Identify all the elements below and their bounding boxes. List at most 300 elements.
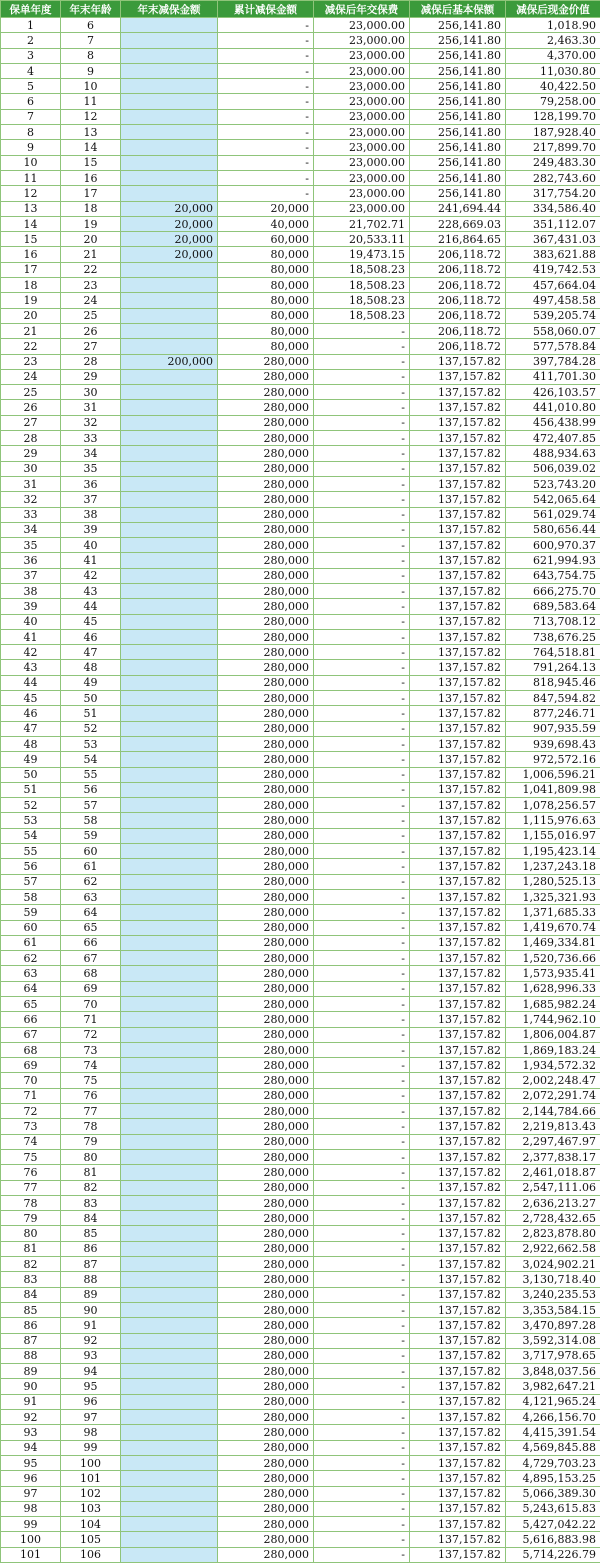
cell-annual-premium: - (314, 798, 410, 813)
cell-basic-sum-insured: 256,141.80 (410, 155, 506, 170)
cell-cumulative-reduction: 280,000 (218, 1348, 314, 1363)
cell-cash-value: 2,377,838.17 (506, 1149, 600, 1164)
cell-cumulative-reduction: 280,000 (218, 476, 314, 491)
cell-annual-premium: - (314, 415, 410, 430)
cell-cash-value: 441,010.80 (506, 400, 600, 415)
cell-basic-sum-insured: 137,157.82 (410, 1287, 506, 1302)
cell-policy-year: 91 (1, 1394, 61, 1409)
cell-age: 75 (61, 1073, 121, 1088)
cell-basic-sum-insured: 137,157.82 (410, 1471, 506, 1486)
cell-annual-premium: 18,508.23 (314, 308, 410, 323)
cell-age: 84 (61, 1211, 121, 1226)
cell-cumulative-reduction: 280,000 (218, 889, 314, 904)
cell-year-end-reduction (121, 522, 218, 537)
cell-year-end-reduction: 20,000 (121, 216, 218, 231)
cell-basic-sum-insured: 137,157.82 (410, 1302, 506, 1317)
cell-basic-sum-insured: 137,157.82 (410, 1104, 506, 1119)
cell-annual-premium: - (314, 920, 410, 935)
table-row (1, 278, 600, 293)
cell-policy-year: 67 (1, 1027, 61, 1042)
cell-cash-value: 1,934,572.32 (506, 1058, 600, 1073)
header-cash-value: 减保后现金价值 (506, 1, 600, 18)
cell-cumulative-reduction: - (218, 109, 314, 124)
cell-year-end-reduction (121, 461, 218, 476)
table-row (1, 1532, 600, 1547)
cell-basic-sum-insured: 137,157.82 (410, 1410, 506, 1425)
cell-cash-value: 1,237,243.18 (506, 859, 600, 874)
cell-cumulative-reduction: - (218, 79, 314, 94)
cell-year-end-reduction (121, 1532, 218, 1547)
cell-policy-year: 45 (1, 691, 61, 706)
cell-age: 51 (61, 706, 121, 721)
table-row (1, 629, 600, 644)
cell-cash-value: 643,754.75 (506, 568, 600, 583)
cell-annual-premium: - (314, 1364, 410, 1379)
cell-annual-premium: - (314, 889, 410, 904)
table-row (1, 79, 600, 94)
cell-policy-year: 84 (1, 1287, 61, 1302)
cell-cumulative-reduction: 280,000 (218, 446, 314, 461)
cell-age: 81 (61, 1165, 121, 1180)
cell-age: 52 (61, 721, 121, 736)
cell-cash-value: 2,219,813.43 (506, 1119, 600, 1134)
cell-policy-year: 60 (1, 920, 61, 935)
cell-year-end-reduction (121, 1165, 218, 1180)
cell-cash-value: 764,518.81 (506, 645, 600, 660)
cell-cash-value: 2,297,467.97 (506, 1134, 600, 1149)
cell-cumulative-reduction: 80,000 (218, 293, 314, 308)
header-policy-year: 保单年度 (1, 1, 61, 18)
table-row (1, 905, 600, 920)
cell-age: 57 (61, 798, 121, 813)
cell-annual-premium: - (314, 1104, 410, 1119)
cell-cumulative-reduction: 280,000 (218, 905, 314, 920)
cell-annual-premium: - (314, 629, 410, 644)
table-row (1, 553, 600, 568)
cell-cumulative-reduction: - (218, 186, 314, 201)
cell-policy-year: 69 (1, 1058, 61, 1073)
cell-cumulative-reduction: 40,000 (218, 216, 314, 231)
cell-annual-premium: - (314, 1501, 410, 1516)
cell-cumulative-reduction: 280,000 (218, 1027, 314, 1042)
cell-basic-sum-insured: 256,141.80 (410, 79, 506, 94)
cell-cash-value: 5,714,226.79 (506, 1547, 600, 1562)
cell-basic-sum-insured: 137,157.82 (410, 1455, 506, 1470)
cell-policy-year: 46 (1, 706, 61, 721)
cell-basic-sum-insured: 137,157.82 (410, 354, 506, 369)
cell-policy-year: 32 (1, 492, 61, 507)
cell-policy-year: 2 (1, 33, 61, 48)
cell-annual-premium: - (314, 492, 410, 507)
cell-policy-year: 80 (1, 1226, 61, 1241)
cell-annual-premium: - (314, 1195, 410, 1210)
cell-cash-value: 488,934.63 (506, 446, 600, 461)
cell-year-end-reduction (121, 844, 218, 859)
cell-basic-sum-insured: 216,864.65 (410, 232, 506, 247)
cell-annual-premium: 23,000.00 (314, 63, 410, 78)
cell-year-end-reduction (121, 828, 218, 843)
cell-cumulative-reduction: 280,000 (218, 385, 314, 400)
table-row (1, 1394, 600, 1409)
cell-policy-year: 85 (1, 1302, 61, 1317)
cell-annual-premium: - (314, 935, 410, 950)
cell-annual-premium: - (314, 966, 410, 981)
cell-cumulative-reduction: 280,000 (218, 1410, 314, 1425)
cell-cash-value: 1,041,809.98 (506, 782, 600, 797)
cell-year-end-reduction (121, 1180, 218, 1195)
cell-age: 35 (61, 461, 121, 476)
cell-year-end-reduction (121, 278, 218, 293)
cell-age: 102 (61, 1486, 121, 1501)
cell-year-end-reduction (121, 492, 218, 507)
cell-cash-value: 5,427,042.22 (506, 1517, 600, 1532)
table-row (1, 1027, 600, 1042)
cell-policy-year: 82 (1, 1257, 61, 1272)
cell-annual-premium: - (314, 400, 410, 415)
cell-cumulative-reduction: 280,000 (218, 859, 314, 874)
cell-cash-value: 713,708.12 (506, 614, 600, 629)
cell-age: 76 (61, 1088, 121, 1103)
cell-basic-sum-insured: 137,157.82 (410, 568, 506, 583)
table-row (1, 645, 600, 660)
cell-cumulative-reduction: 280,000 (218, 767, 314, 782)
cell-year-end-reduction (121, 400, 218, 415)
cell-policy-year: 13 (1, 201, 61, 216)
cell-policy-year: 22 (1, 339, 61, 354)
cell-cumulative-reduction: 280,000 (218, 721, 314, 736)
cell-basic-sum-insured: 137,157.82 (410, 752, 506, 767)
cell-policy-year: 6 (1, 94, 61, 109)
cell-cash-value: 456,438.99 (506, 415, 600, 430)
cell-cash-value: 577,578.84 (506, 339, 600, 354)
cell-policy-year: 4 (1, 63, 61, 78)
cell-policy-year: 21 (1, 323, 61, 338)
cell-cumulative-reduction: 280,000 (218, 1364, 314, 1379)
cell-annual-premium: - (314, 721, 410, 736)
cell-age: 104 (61, 1517, 121, 1532)
cell-basic-sum-insured: 206,118.72 (410, 339, 506, 354)
cell-basic-sum-insured: 137,157.82 (410, 1073, 506, 1088)
cell-age: 87 (61, 1257, 121, 1272)
cell-basic-sum-insured: 137,157.82 (410, 782, 506, 797)
cell-year-end-reduction: 20,000 (121, 232, 218, 247)
cell-policy-year: 53 (1, 813, 61, 828)
cell-cash-value: 1,006,596.21 (506, 767, 600, 782)
cell-annual-premium: - (314, 507, 410, 522)
cell-policy-year: 68 (1, 1042, 61, 1057)
cell-cumulative-reduction: 280,000 (218, 1104, 314, 1119)
table-row (1, 599, 600, 614)
cell-cumulative-reduction: 280,000 (218, 660, 314, 675)
cell-cash-value: 2,144,784.66 (506, 1104, 600, 1119)
cell-annual-premium: 23,000.00 (314, 170, 410, 185)
cell-cumulative-reduction: - (218, 18, 314, 33)
cell-annual-premium: 23,000.00 (314, 79, 410, 94)
cell-age: 11 (61, 94, 121, 109)
cell-year-end-reduction (121, 339, 218, 354)
cell-cash-value: 367,431.03 (506, 232, 600, 247)
cell-age: 9 (61, 63, 121, 78)
cell-cumulative-reduction: 280,000 (218, 1287, 314, 1302)
cell-year-end-reduction (121, 262, 218, 277)
cell-age: 31 (61, 400, 121, 415)
cell-year-end-reduction (121, 1379, 218, 1394)
cell-age: 7 (61, 33, 121, 48)
table-row (1, 538, 600, 553)
cell-policy-year: 24 (1, 369, 61, 384)
cell-annual-premium: - (314, 691, 410, 706)
cell-annual-premium: - (314, 1440, 410, 1455)
cell-year-end-reduction (121, 874, 218, 889)
cell-cash-value: 877,246.71 (506, 706, 600, 721)
cell-cash-value: 411,701.30 (506, 369, 600, 384)
cell-age: 46 (61, 629, 121, 644)
cell-age: 44 (61, 599, 121, 614)
cell-basic-sum-insured: 137,157.82 (410, 660, 506, 675)
table-row (1, 522, 600, 537)
cell-annual-premium: - (314, 1547, 410, 1562)
cell-annual-premium: - (314, 844, 410, 859)
cell-year-end-reduction (121, 614, 218, 629)
cell-policy-year: 90 (1, 1379, 61, 1394)
cell-cash-value: 4,729,703.23 (506, 1455, 600, 1470)
table-row (1, 1134, 600, 1149)
cell-basic-sum-insured: 256,141.80 (410, 125, 506, 140)
cell-year-end-reduction (121, 63, 218, 78)
cell-age: 98 (61, 1425, 121, 1440)
cell-cumulative-reduction: 80,000 (218, 278, 314, 293)
cell-cash-value: 523,743.20 (506, 476, 600, 491)
cell-cumulative-reduction: 280,000 (218, 1333, 314, 1348)
header-basic-sum-insured: 减保后基本保额 (410, 1, 506, 18)
cell-age: 80 (61, 1149, 121, 1164)
cell-year-end-reduction (121, 752, 218, 767)
cell-policy-year: 39 (1, 599, 61, 614)
cell-policy-year: 100 (1, 1532, 61, 1547)
cell-age: 71 (61, 1012, 121, 1027)
cell-cash-value: 3,848,037.56 (506, 1364, 600, 1379)
cell-year-end-reduction (121, 308, 218, 323)
cell-cash-value: 1,115,976.63 (506, 813, 600, 828)
cell-policy-year: 71 (1, 1088, 61, 1103)
cell-year-end-reduction (121, 1012, 218, 1027)
cell-year-end-reduction (121, 415, 218, 430)
cell-year-end-reduction (121, 1501, 218, 1516)
cell-policy-year: 98 (1, 1501, 61, 1516)
cell-policy-year: 29 (1, 446, 61, 461)
cell-age: 22 (61, 262, 121, 277)
cell-basic-sum-insured: 137,157.82 (410, 1440, 506, 1455)
cell-annual-premium: - (314, 1410, 410, 1425)
cell-annual-premium: 20,533.11 (314, 232, 410, 247)
cell-age: 77 (61, 1104, 121, 1119)
cell-cash-value: 1,195,423.14 (506, 844, 600, 859)
cell-annual-premium: - (314, 339, 410, 354)
cell-policy-year: 11 (1, 170, 61, 185)
cell-policy-year: 35 (1, 538, 61, 553)
cell-policy-year: 55 (1, 844, 61, 859)
cell-policy-year: 70 (1, 1073, 61, 1088)
cell-policy-year: 87 (1, 1333, 61, 1348)
cell-cumulative-reduction: 280,000 (218, 1073, 314, 1088)
cell-cash-value: 1,744,962.10 (506, 1012, 600, 1027)
cell-annual-premium: - (314, 1012, 410, 1027)
table-row (1, 935, 600, 950)
table-row (1, 920, 600, 935)
cell-cumulative-reduction: 280,000 (218, 844, 314, 859)
cell-basic-sum-insured: 137,157.82 (410, 874, 506, 889)
cell-annual-premium: - (314, 1180, 410, 1195)
table-row (1, 18, 600, 33)
cell-basic-sum-insured: 137,157.82 (410, 889, 506, 904)
cell-cumulative-reduction: 280,000 (218, 1547, 314, 1562)
cell-policy-year: 17 (1, 262, 61, 277)
cell-age: 43 (61, 583, 121, 598)
cell-cash-value: 542,065.64 (506, 492, 600, 507)
cell-annual-premium: - (314, 1165, 410, 1180)
cell-annual-premium: - (314, 614, 410, 629)
cell-age: 25 (61, 308, 121, 323)
cell-cash-value: 1,469,334.81 (506, 935, 600, 950)
cell-annual-premium: - (314, 645, 410, 660)
cell-year-end-reduction (121, 1440, 218, 1455)
table-row (1, 1410, 600, 1425)
cell-year-end-reduction (121, 691, 218, 706)
table-row (1, 844, 600, 859)
cell-year-end-reduction (121, 645, 218, 660)
cell-policy-year: 28 (1, 431, 61, 446)
cell-year-end-reduction (121, 1104, 218, 1119)
cell-age: 99 (61, 1440, 121, 1455)
table-row (1, 63, 600, 78)
cell-age: 88 (61, 1272, 121, 1287)
cell-basic-sum-insured: 137,157.82 (410, 522, 506, 537)
cell-annual-premium: - (314, 1333, 410, 1348)
cell-cash-value: 383,621.88 (506, 247, 600, 262)
cell-age: 95 (61, 1379, 121, 1394)
cell-policy-year: 61 (1, 935, 61, 950)
cell-annual-premium: - (314, 583, 410, 598)
cell-age: 14 (61, 140, 121, 155)
cell-year-end-reduction (121, 782, 218, 797)
cell-policy-year: 76 (1, 1165, 61, 1180)
cell-policy-year: 86 (1, 1318, 61, 1333)
cell-year-end-reduction (121, 431, 218, 446)
table-row (1, 293, 600, 308)
cell-annual-premium: - (314, 1486, 410, 1501)
cell-policy-year: 52 (1, 798, 61, 813)
cell-age: 12 (61, 109, 121, 124)
cell-cumulative-reduction: 280,000 (218, 736, 314, 751)
cell-cash-value: 506,039.02 (506, 461, 600, 476)
cell-basic-sum-insured: 206,118.72 (410, 293, 506, 308)
cell-policy-year: 14 (1, 216, 61, 231)
cell-age: 56 (61, 782, 121, 797)
table-row (1, 691, 600, 706)
cell-age: 32 (61, 415, 121, 430)
cell-age: 66 (61, 935, 121, 950)
table-row (1, 1440, 600, 1455)
cell-basic-sum-insured: 206,118.72 (410, 308, 506, 323)
cell-cash-value: 666,275.70 (506, 583, 600, 598)
cell-cumulative-reduction: 20,000 (218, 201, 314, 216)
table-row (1, 125, 600, 140)
cell-cash-value: 40,422.50 (506, 79, 600, 94)
cell-age: 41 (61, 553, 121, 568)
cell-year-end-reduction (121, 997, 218, 1012)
table-row (1, 1058, 600, 1073)
cell-cash-value: 939,698.43 (506, 736, 600, 751)
cell-year-end-reduction (121, 859, 218, 874)
cell-cash-value: 4,266,156.70 (506, 1410, 600, 1425)
cell-basic-sum-insured: 228,669.03 (410, 216, 506, 231)
cell-age: 45 (61, 614, 121, 629)
cell-age: 17 (61, 186, 121, 201)
cell-year-end-reduction (121, 966, 218, 981)
cell-basic-sum-insured: 256,141.80 (410, 170, 506, 185)
cell-age: 19 (61, 216, 121, 231)
cell-policy-year: 96 (1, 1471, 61, 1486)
table-row (1, 1088, 600, 1103)
cell-cash-value: 2,823,878.80 (506, 1226, 600, 1241)
cell-cash-value: 3,130,718.40 (506, 1272, 600, 1287)
cell-year-end-reduction (121, 767, 218, 782)
cell-cumulative-reduction: 60,000 (218, 232, 314, 247)
cell-year-end-reduction: 20,000 (121, 247, 218, 262)
cell-basic-sum-insured: 137,157.82 (410, 1364, 506, 1379)
cell-age: 13 (61, 125, 121, 140)
cell-policy-year: 73 (1, 1119, 61, 1134)
cell-policy-year: 5 (1, 79, 61, 94)
cell-basic-sum-insured: 137,157.82 (410, 1027, 506, 1042)
cell-annual-premium: 18,508.23 (314, 293, 410, 308)
cell-cumulative-reduction: 280,000 (218, 1012, 314, 1027)
cell-cumulative-reduction: 280,000 (218, 1134, 314, 1149)
cell-basic-sum-insured: 206,118.72 (410, 323, 506, 338)
cell-basic-sum-insured: 137,157.82 (410, 859, 506, 874)
cell-basic-sum-insured: 137,157.82 (410, 721, 506, 736)
table-row (1, 1425, 600, 1440)
cell-cumulative-reduction: 280,000 (218, 951, 314, 966)
cell-age: 101 (61, 1471, 121, 1486)
cell-policy-year: 54 (1, 828, 61, 843)
table-row (1, 1257, 600, 1272)
cell-age: 74 (61, 1058, 121, 1073)
cell-cash-value: 907,935.59 (506, 721, 600, 736)
cell-year-end-reduction (121, 935, 218, 950)
cell-cash-value: 2,461,018.87 (506, 1165, 600, 1180)
cell-basic-sum-insured: 137,157.82 (410, 844, 506, 859)
cell-age: 64 (61, 905, 121, 920)
cell-annual-premium: - (314, 1149, 410, 1164)
cell-year-end-reduction (121, 48, 218, 63)
table-row (1, 33, 600, 48)
cell-year-end-reduction (121, 1394, 218, 1409)
cell-cumulative-reduction: 280,000 (218, 1180, 314, 1195)
cell-annual-premium: - (314, 323, 410, 338)
cell-age: 27 (61, 339, 121, 354)
cell-basic-sum-insured: 137,157.82 (410, 1517, 506, 1532)
cell-policy-year: 26 (1, 400, 61, 415)
table-row (1, 813, 600, 828)
cell-cumulative-reduction: 280,000 (218, 981, 314, 996)
cell-age: 59 (61, 828, 121, 843)
cell-annual-premium: - (314, 1058, 410, 1073)
cell-year-end-reduction (121, 1302, 218, 1317)
cell-basic-sum-insured: 137,157.82 (410, 415, 506, 430)
cell-basic-sum-insured: 256,141.80 (410, 18, 506, 33)
cell-annual-premium: 23,000.00 (314, 18, 410, 33)
